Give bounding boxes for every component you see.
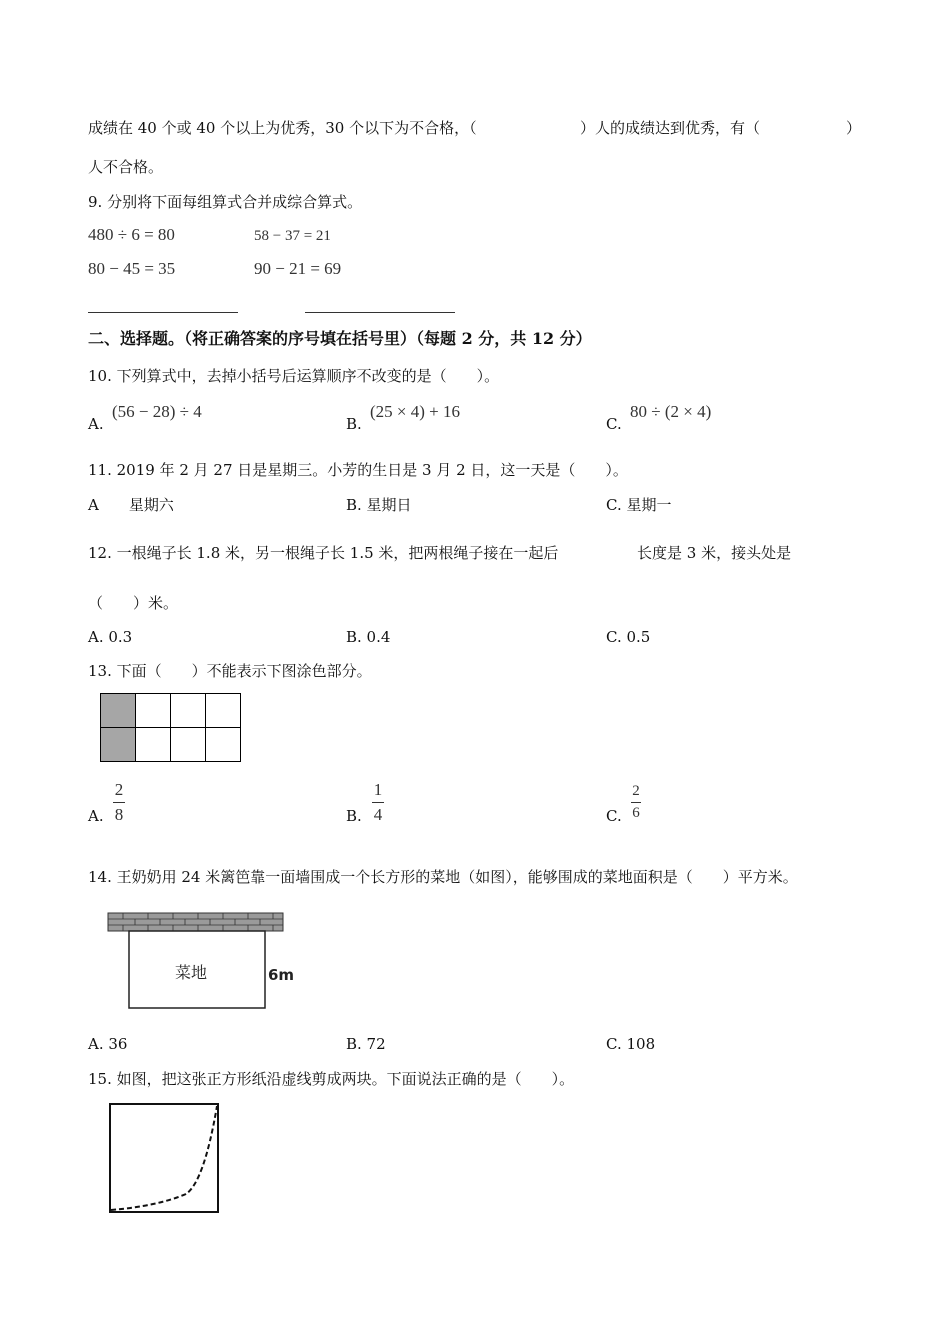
side-length-label: 6m: [268, 966, 295, 984]
q12-option-b: B. 0.4: [346, 628, 391, 646]
grid-cell-shaded: [101, 694, 136, 728]
q8-line1-part3: ）: [846, 119, 862, 137]
q13-option-b-fraction: [372, 781, 384, 824]
fraction-bar: [113, 802, 125, 803]
q10-option-b-expr: (25 × 4) + 16: [370, 402, 460, 421]
denominator: 6: [632, 805, 640, 821]
q10-stem: 10. 下列算式中，去掉小括号后运算顺序不改变的是（ ）。: [88, 367, 500, 385]
q12-stem-part2: 长度是 3 米，接头处是: [637, 544, 792, 562]
q11-stem: 11. 2019 年 2 月 27 日是星期三。小芳的生日是 3 月 2 日，这一天是（ ）。: [88, 461, 628, 479]
q13-stem: 13. 下面（ ）不能表示下图涂色部分。: [88, 662, 372, 680]
q13-option-b-label: B.: [346, 807, 362, 825]
q10-option-a-expr: (56 − 28) ÷ 4: [112, 402, 202, 421]
numerator: 2: [632, 783, 640, 799]
q14-option-a: A. 36: [88, 1035, 128, 1053]
q14-stem: 14. 王奶奶用 24 米篱笆靠一面墙围成一个长方形的菜地（如图），能够围成的菜地面积是（ ）平方米。: [88, 868, 798, 886]
q13-option-c-label: C.: [606, 807, 622, 825]
q12-option-a: A. 0.3: [88, 628, 133, 646]
q8-line1-part2: ）人的成绩达到优秀，有（: [580, 119, 761, 137]
fraction-bar: [631, 802, 641, 803]
q9-equation-2: 58 − 37 = 21: [254, 228, 331, 244]
grid-cell: [136, 694, 171, 728]
grid-cell: [206, 728, 241, 762]
q14-garden-diagram: [105, 910, 305, 1015]
q13-option-a-fraction: [113, 781, 125, 824]
q10-option-b-label: B.: [346, 415, 362, 433]
q10-option-c-expr: 80 ÷ (2 × 4): [630, 402, 712, 421]
q9-equation-4: 90 − 21 = 69: [254, 259, 342, 278]
grid-cell-shaded: [101, 728, 136, 762]
square-paper: [110, 1104, 218, 1212]
q12-stem-line2: （ ）米。: [88, 594, 179, 612]
numerator: 1: [373, 780, 383, 799]
fraction-bar: [372, 802, 384, 803]
q14-option-b: B. 72: [346, 1035, 386, 1053]
section-2-title: 二、选择题。（将正确答案的序号填在括号里）（每题 2 分，共 12 分）: [88, 329, 592, 348]
grid-cell: [136, 728, 171, 762]
q10-option-c-label: C.: [606, 415, 622, 433]
q9-equation-1: 480 ÷ 6 = 80: [88, 225, 175, 244]
grid-cell: [171, 728, 206, 762]
q12-option-c: C. 0.5: [606, 628, 651, 646]
cut-dashed-line: [111, 1106, 217, 1210]
denominator: 4: [373, 805, 383, 824]
q14-option-c: C. 108: [606, 1035, 656, 1053]
q13-option-c-fraction: [631, 784, 641, 821]
q12-stem-part1: 12. 一根绳子长 1.8 米，另一根绳子长 1.5 米，把两根绳子接在一起后: [88, 544, 559, 562]
grid-cell: [206, 694, 241, 728]
q9-equation-3: 80 − 45 = 35: [88, 259, 176, 278]
q11-option-c: C. 星期一: [606, 496, 672, 514]
brick-wall: [108, 913, 283, 931]
denominator: 8: [114, 805, 124, 824]
q8-line2: 人不合格。: [88, 158, 164, 176]
q10-option-a-label: A.: [88, 415, 104, 433]
garden-label: 菜地: [175, 963, 208, 982]
q11-option-b: B. 星期日: [346, 496, 412, 514]
q11-option-a: A 星期六: [88, 496, 174, 514]
q13-option-a-label: A.: [88, 807, 104, 825]
q9-title: 9. 分别将下面每组算式合并成综合算式。: [88, 193, 363, 211]
numerator: 2: [114, 780, 124, 799]
q9-answer-line-1: [88, 312, 238, 313]
q8-line1-part1: 成绩在 40 个或 40 个以上为优秀，30 个以下为不合格，（: [88, 119, 477, 137]
grid-cell: [171, 694, 206, 728]
q9-answer-line-2: [305, 312, 455, 313]
q15-square-paper-diagram: [108, 1102, 222, 1216]
q13-shaded-grid: [100, 693, 241, 762]
q15-stem: 15. 如图，把这张正方形纸沿虚线剪成两块。下面说法正确的是（ ）。: [88, 1070, 575, 1088]
